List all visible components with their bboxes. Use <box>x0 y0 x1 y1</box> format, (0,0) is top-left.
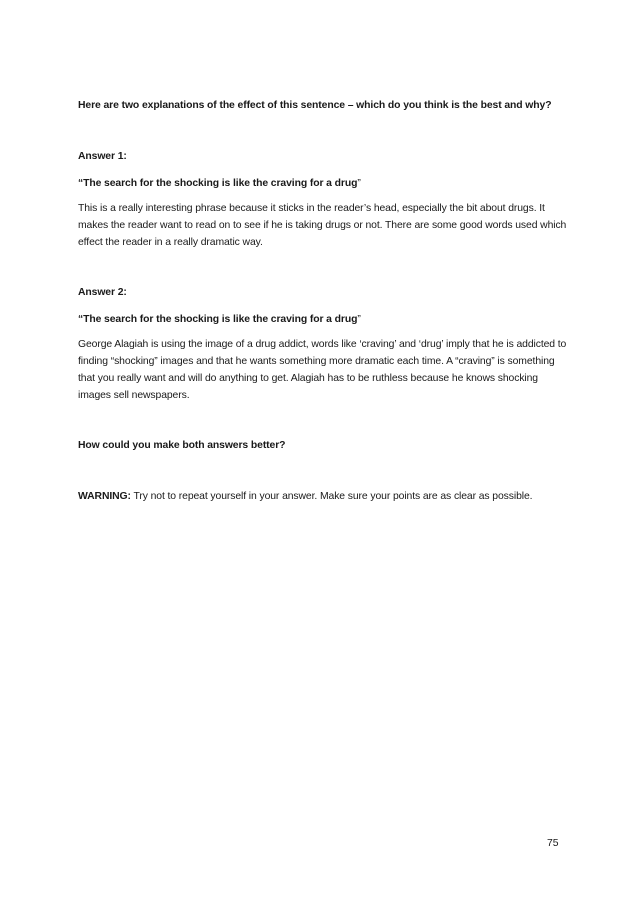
answer-2 <box>78 284 568 404</box>
answer-2-heading: Answer 2: <box>78 287 127 298</box>
warning-note <box>78 488 568 505</box>
answer-1-quote-close: ” <box>357 178 361 189</box>
warning-text: Try not to repeat yourself in your answer. Make sure your points are as clear as possible. <box>130 491 533 502</box>
warning-label: WARNING: <box>78 491 131 502</box>
answer-1-quote-text: “The search for the shocking is like the craving for a drug <box>78 178 358 189</box>
page-number: 75 <box>547 838 559 849</box>
answer-2-quote-close: ” <box>357 314 361 325</box>
answer-1-quote <box>78 175 568 192</box>
answer-1 <box>78 148 568 251</box>
answer-1-body: This is a really interesting phrase because it sticks in the reader’s head, especially the bit about drugs. It makes the reader want to read on to see if he is taking drugs or not. There are some good words used which effect the reader in a really dramatic way. <box>78 203 567 248</box>
answer-1-heading: Answer 1: <box>78 151 127 162</box>
question-intro: Here are two explanations of the effect of this sentence – which do you think is the best and why? <box>78 100 552 111</box>
answer-2-quote <box>78 311 568 328</box>
improve-question: How could you make both answers better? <box>78 440 286 451</box>
page-content <box>78 97 568 505</box>
answer-2-body: George Alagiah is using the image of a drug addict, words like ‘craving’ and ‘drug’ imply that he is addicted to finding “shocking” images and that he wants something more dramatic each time. A “craving” is something that you really want and will do anything to get. Alagiah has to be ruthless because he knows shocking images sell newspapers. <box>78 339 567 401</box>
answer-2-quote-text: “The search for the shocking is like the craving for a drug <box>78 314 358 325</box>
